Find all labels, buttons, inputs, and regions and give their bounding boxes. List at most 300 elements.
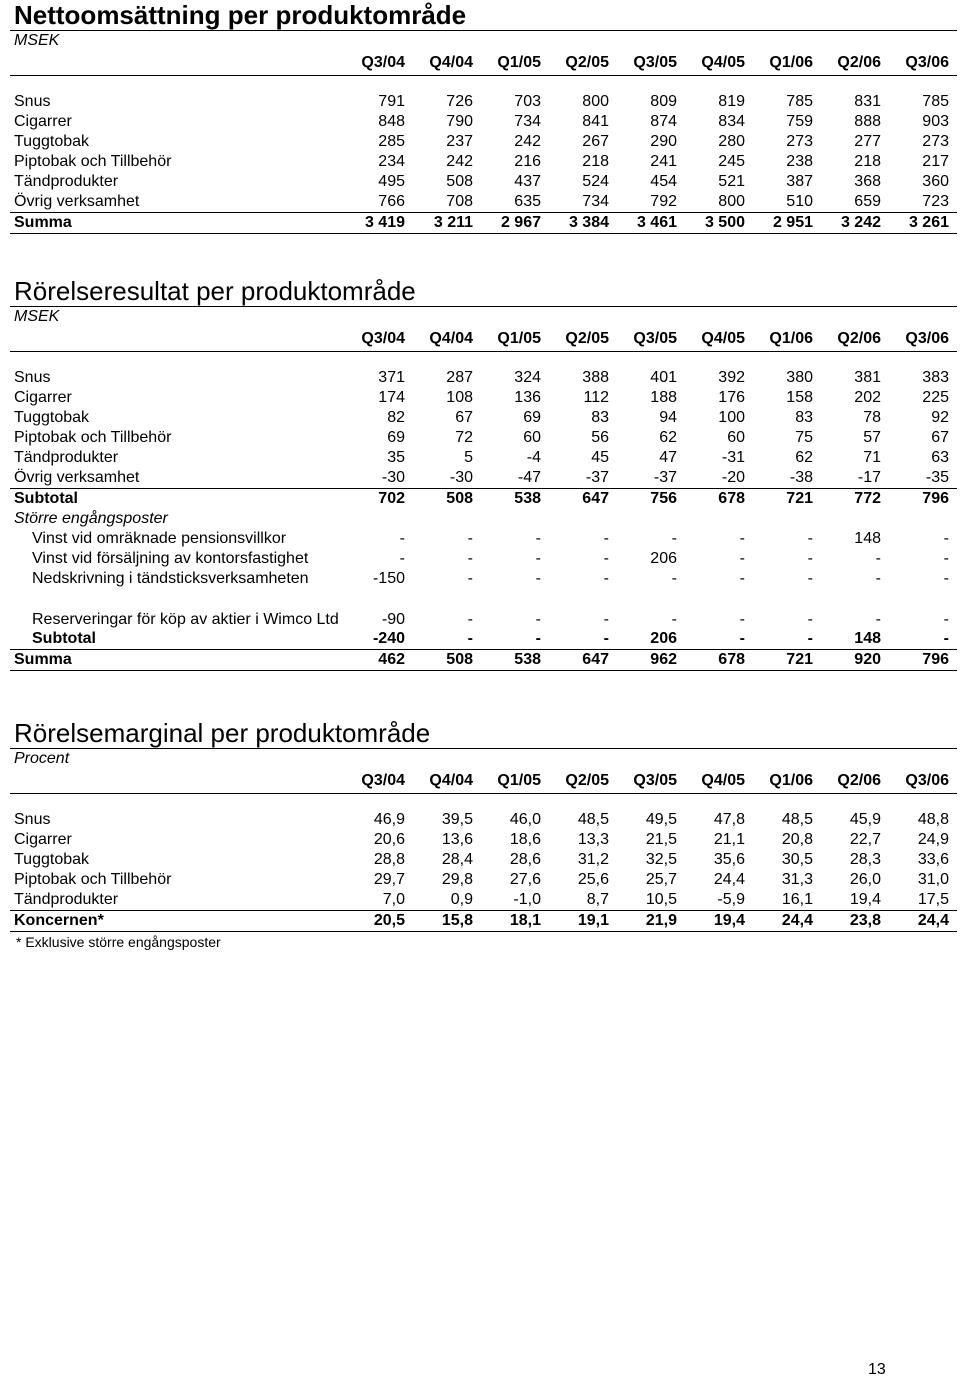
cell-value: 3 261	[889, 213, 957, 234]
cell-value: 708	[446, 193, 473, 210]
cell-value: -38	[753, 468, 821, 489]
cell-value: 47	[659, 449, 677, 466]
cell-value: 659	[854, 193, 881, 210]
row-label: Tändprodukter	[14, 173, 119, 190]
row-label: Vinst vid omräknade pensionsvillkor	[32, 530, 287, 547]
cell-value: -30	[413, 468, 481, 489]
cell-value: -150	[372, 570, 405, 587]
cell-value: 368	[854, 173, 881, 190]
cell-value: -	[399, 530, 405, 547]
table-row	[10, 448, 957, 468]
cell-value: 23,8	[821, 911, 889, 932]
cell-value: -	[467, 570, 473, 587]
column-header: Q4/04	[413, 769, 481, 794]
column-header: Q2/06	[821, 327, 889, 352]
row-label: Piptobak och Tillbehör	[14, 429, 172, 446]
row-label: Vinst vid försäljning av kontorsfastighet	[32, 550, 309, 567]
cell-value: 21,1	[713, 831, 745, 848]
cell-value: 26,0	[849, 871, 881, 888]
cell-value: 841	[582, 113, 609, 130]
cell-value: 3 419	[345, 213, 413, 234]
cell-value: -	[943, 570, 949, 587]
cell-value: 46,0	[509, 811, 541, 828]
cell-value: 387	[786, 173, 813, 190]
cell-value: 75	[795, 429, 813, 446]
cell-value: 538	[481, 650, 549, 671]
cell-value: 785	[922, 93, 949, 110]
column-header: Q4/04	[413, 327, 481, 352]
cell-value: 381	[854, 369, 881, 386]
net-sales-table	[10, 51, 957, 234]
cell-value	[345, 509, 413, 529]
section-title: Rörelseresultat per produktområde	[10, 276, 957, 307]
cell-value: -	[535, 570, 541, 587]
cell-value: 56	[591, 429, 609, 446]
cell-value: 360	[922, 173, 949, 190]
cell-value: 206	[617, 629, 685, 650]
cell-value: 800	[718, 193, 745, 210]
cell-value: 874	[650, 113, 677, 130]
cell-value: 3 500	[685, 213, 753, 234]
cell-value: 67	[931, 429, 949, 446]
cell-value: 21,9	[617, 911, 685, 932]
cell-value: 46,9	[373, 811, 405, 828]
cell-value: 7,0	[345, 890, 413, 911]
cell-value: 188	[650, 389, 677, 406]
table-row	[10, 388, 957, 408]
cell-value: 888	[854, 113, 881, 130]
column-header: Q3/06	[889, 327, 957, 352]
cell-value	[481, 509, 549, 529]
cell-value: 848	[378, 113, 405, 130]
table-row	[10, 489, 957, 510]
cell-value: 785	[786, 93, 813, 110]
cell-value: 19,4	[821, 890, 889, 911]
table-row	[10, 132, 957, 152]
cell-value: -	[603, 530, 609, 547]
cell-value: 242	[446, 153, 473, 170]
cell-value: 69	[387, 429, 405, 446]
cell-value: 454	[650, 173, 677, 190]
cell-value	[685, 509, 753, 529]
cell-value: -	[535, 530, 541, 547]
cell-value: 21,5	[645, 831, 677, 848]
cell-value: 903	[922, 113, 949, 130]
table-row	[10, 529, 957, 549]
header-blank	[10, 51, 345, 76]
cell-value: 19,4	[685, 911, 753, 932]
cell-value: 678	[718, 490, 745, 507]
cell-value: 108	[446, 389, 473, 406]
cell-value: 24,4	[713, 871, 745, 888]
cell-value: -	[739, 530, 745, 547]
cell-value: 273	[922, 133, 949, 150]
cell-value: 721	[753, 650, 821, 671]
cell-value: 790	[446, 113, 473, 130]
cell-value: 3 211	[413, 213, 481, 234]
cell-value: 45	[591, 449, 609, 466]
operating-margin-table	[10, 769, 957, 932]
cell-value: -	[807, 611, 813, 628]
cell-value: 834	[718, 113, 745, 130]
cell-value: 392	[718, 369, 745, 386]
cell-value	[413, 509, 481, 529]
cell-value: 962	[617, 650, 685, 671]
cell-value: -	[413, 629, 481, 650]
row-label: Snus	[14, 369, 51, 386]
cell-value: -	[807, 550, 813, 567]
table-row	[10, 368, 957, 388]
row-label: Summa	[10, 650, 345, 671]
cell-value: -90	[381, 611, 405, 628]
cell-value: 225	[922, 389, 949, 406]
cell-value: 920	[821, 650, 889, 671]
cell-value: 734	[514, 113, 541, 130]
cell-value: -47	[481, 468, 549, 489]
table-row	[10, 549, 957, 569]
cell-value: 245	[718, 153, 745, 170]
cell-value: 48,5	[781, 811, 813, 828]
cell-value	[889, 509, 957, 529]
cell-value: 48,8	[917, 811, 949, 828]
cell-value: 647	[549, 650, 617, 671]
cell-value: -	[671, 570, 677, 587]
cell-value: -	[535, 550, 541, 567]
cell-value: 772	[854, 490, 881, 507]
cell-value: 24,4	[889, 911, 957, 932]
row-label: Tuggtobak	[14, 133, 90, 150]
cell-value: 39,5	[441, 811, 473, 828]
cell-value: -	[399, 550, 405, 567]
cell-value: 462	[345, 650, 413, 671]
table-row	[10, 810, 957, 830]
cell-value: 25,6	[577, 871, 609, 888]
cell-value: 766	[378, 193, 405, 210]
cell-value: 734	[582, 193, 609, 210]
unit-label: MSEK	[14, 32, 60, 49]
table-row	[10, 92, 957, 112]
cell-value: 809	[650, 93, 677, 110]
cell-value: 380	[786, 369, 813, 386]
cell-value: 217	[922, 153, 949, 170]
cell-value: 0,9	[413, 890, 481, 911]
row-label: Tändprodukter	[14, 449, 119, 466]
cell-value: 723	[922, 193, 949, 210]
column-header: Q2/06	[821, 51, 889, 76]
cell-value	[753, 509, 821, 529]
row-label: Cigarrer	[14, 831, 72, 848]
cell-value: 60	[727, 429, 745, 446]
cell-value: -	[685, 629, 753, 650]
column-header: Q1/05	[481, 327, 549, 352]
cell-value	[549, 509, 617, 529]
row-label: Koncernen*	[10, 911, 345, 932]
cell-value: 819	[718, 93, 745, 110]
cell-value: 216	[514, 153, 541, 170]
cell-value: 508	[413, 650, 481, 671]
footnote: * Exklusive större engångsposter	[16, 934, 221, 950]
cell-value: 234	[378, 153, 405, 170]
cell-value: -	[535, 611, 541, 628]
section-title: Rörelsemarginal per produktområde	[10, 718, 957, 749]
cell-value: 756	[650, 490, 677, 507]
table-row	[10, 870, 957, 890]
cell-value	[821, 509, 889, 529]
cell-value: 60	[523, 429, 541, 446]
cell-value: 678	[685, 650, 753, 671]
cell-value: 28,4	[441, 851, 473, 868]
cell-value: 28,6	[509, 851, 541, 868]
cell-value: 148	[854, 530, 881, 547]
table-row	[10, 629, 957, 650]
cell-value: 176	[718, 389, 745, 406]
cell-value: 49,5	[645, 811, 677, 828]
cell-value: 67	[455, 409, 473, 426]
cell-value: -	[603, 611, 609, 628]
cell-value: 3 242	[821, 213, 889, 234]
table-row	[10, 569, 957, 589]
row-label: Större engångsposter	[14, 510, 168, 527]
table-row	[10, 172, 957, 192]
cell-value: -35	[889, 468, 957, 489]
table-row	[10, 911, 957, 932]
cell-value: -30	[345, 468, 413, 489]
cell-value: 18,1	[481, 911, 549, 932]
cell-value: 3 384	[549, 213, 617, 234]
row-label: Piptobak och Tillbehör	[14, 871, 172, 888]
column-header: Q4/05	[685, 327, 753, 352]
cell-value: -	[739, 550, 745, 567]
cell-value: -	[739, 570, 745, 587]
cell-value: 71	[863, 449, 881, 466]
cell-value: 24,4	[753, 911, 821, 932]
cell-value: 635	[514, 193, 541, 210]
cell-value: 238	[786, 153, 813, 170]
table-row	[10, 428, 957, 448]
row-label: Tuggtobak	[14, 409, 90, 426]
operating-margin-section	[10, 718, 957, 950]
cell-value: 47,8	[713, 811, 745, 828]
cell-value: -	[943, 611, 949, 628]
cell-value: -20	[685, 468, 753, 489]
cell-value: 45,9	[849, 811, 881, 828]
table-row	[10, 112, 957, 132]
page-number: 13	[868, 1361, 886, 1378]
operating-result-section	[10, 276, 957, 671]
cell-value: -1,0	[481, 890, 549, 911]
cell-value: -	[739, 611, 745, 628]
column-header: Q1/05	[481, 51, 549, 76]
row-label: Tändprodukter	[10, 890, 345, 911]
table-row	[10, 408, 957, 428]
row-label: Tuggtobak	[14, 851, 90, 868]
column-header: Q3/05	[617, 769, 685, 794]
net-sales-section	[10, 0, 957, 234]
cell-value: 759	[786, 113, 813, 130]
cell-value: 20,6	[373, 831, 405, 848]
column-header: Q3/04	[345, 51, 413, 76]
cell-value: 324	[514, 369, 541, 386]
header-blank	[10, 327, 345, 352]
cell-value: -	[671, 530, 677, 547]
cell-value: 702	[378, 490, 405, 507]
column-header: Q3/05	[617, 327, 685, 352]
cell-value: 35	[387, 449, 405, 466]
cell-value: -	[467, 530, 473, 547]
cell-value: -	[753, 629, 821, 650]
row-label: Cigarrer	[14, 113, 72, 130]
row-label: Snus	[14, 811, 51, 828]
cell-value: -	[671, 611, 677, 628]
cell-value: 69	[523, 409, 541, 426]
cell-value: 792	[650, 193, 677, 210]
cell-value: 18,6	[509, 831, 541, 848]
row-label: Övrig verksamhet	[14, 193, 140, 210]
cell-value: 63	[931, 449, 949, 466]
cell-value: 31,0	[917, 871, 949, 888]
cell-value	[617, 509, 685, 529]
column-header: Q2/05	[549, 327, 617, 352]
cell-value: 83	[591, 409, 609, 426]
cell-value: 287	[446, 369, 473, 386]
column-header: Q1/05	[481, 769, 549, 794]
cell-value: -	[467, 611, 473, 628]
cell-value: 29,7	[373, 871, 405, 888]
cell-value: 13,6	[441, 831, 473, 848]
cell-value: 22,7	[849, 831, 881, 848]
cell-value: 29,8	[441, 871, 473, 888]
cell-value: 831	[854, 93, 881, 110]
cell-value: 508	[446, 173, 473, 190]
table-row	[10, 509, 957, 529]
cell-value: 388	[582, 369, 609, 386]
cell-value: 83	[795, 409, 813, 426]
cell-value: 495	[378, 173, 405, 190]
cell-value: 136	[514, 389, 541, 406]
row-label: Cigarrer	[14, 389, 72, 406]
cell-value: 57	[863, 429, 881, 446]
cell-value: 20,8	[781, 831, 813, 848]
cell-value: 15,8	[413, 911, 481, 932]
cell-value: 62	[659, 429, 677, 446]
table-row	[10, 890, 957, 911]
cell-value: 148	[821, 629, 889, 650]
column-header: Q3/06	[889, 769, 957, 794]
table-row	[10, 650, 957, 671]
cell-value: -	[603, 570, 609, 587]
cell-value: 92	[931, 409, 949, 426]
cell-value: -17	[821, 468, 889, 489]
cell-value: 791	[378, 93, 405, 110]
cell-value: 33,6	[917, 851, 949, 868]
table-row	[10, 830, 957, 850]
cell-value: 62	[795, 449, 813, 466]
cell-value: -37	[617, 468, 685, 489]
row-label: Snus	[14, 93, 51, 110]
column-header: Q3/06	[889, 51, 957, 76]
column-header: Q1/06	[753, 769, 821, 794]
column-header: Q2/05	[549, 769, 617, 794]
column-header: Q4/04	[413, 51, 481, 76]
unit-label: Procent	[14, 750, 70, 767]
cell-value: 112	[583, 389, 609, 406]
cell-value: 796	[922, 490, 949, 507]
cell-value: 401	[650, 369, 677, 386]
table-row	[10, 152, 957, 172]
column-header: Q2/05	[549, 51, 617, 76]
cell-value: -	[467, 550, 473, 567]
column-header: Q1/06	[753, 327, 821, 352]
column-header: Q3/04	[345, 769, 413, 794]
cell-value: 94	[659, 409, 677, 426]
cell-value: -37	[549, 468, 617, 489]
cell-value: 2 951	[753, 213, 821, 234]
table-row	[10, 468, 957, 489]
cell-value: 32,5	[645, 851, 677, 868]
operating-result-table	[10, 327, 957, 671]
cell-value: -	[943, 550, 949, 567]
column-header: Q3/05	[617, 51, 685, 76]
cell-value: 206	[650, 550, 677, 567]
cell-value: 19,1	[549, 911, 617, 932]
header-blank	[10, 769, 345, 794]
cell-value: 82	[387, 409, 405, 426]
cell-value: 273	[786, 133, 813, 150]
table-row	[10, 589, 957, 629]
cell-value: 5	[464, 449, 473, 466]
cell-value: 202	[854, 389, 881, 406]
cell-value: 20,5	[345, 911, 413, 932]
cell-value: 285	[378, 133, 405, 150]
cell-value: -	[875, 570, 881, 587]
cell-value: 31,3	[781, 871, 813, 888]
cell-value: 27,6	[509, 871, 541, 888]
cell-value: -	[875, 611, 881, 628]
table-row	[10, 850, 957, 870]
cell-value: -240	[345, 629, 413, 650]
row-label: Piptobak och Tillbehör	[14, 153, 172, 170]
cell-value: -	[481, 629, 549, 650]
cell-value: -4	[526, 449, 541, 466]
cell-value: 174	[378, 389, 405, 406]
cell-value: 24,9	[917, 831, 949, 848]
cell-value: 524	[582, 173, 609, 190]
cell-value: 10,5	[617, 890, 685, 911]
cell-value: -31	[721, 449, 745, 466]
cell-value: 721	[786, 490, 813, 507]
row-label: Subtotal	[10, 629, 345, 650]
cell-value: 48,5	[577, 811, 609, 828]
cell-value: 218	[854, 153, 881, 170]
cell-value: 78	[863, 409, 881, 426]
cell-value: -	[943, 530, 949, 547]
cell-value: 800	[582, 93, 609, 110]
cell-value: 371	[378, 369, 405, 386]
cell-value: 277	[854, 133, 881, 150]
cell-value: 35,6	[713, 851, 745, 868]
cell-value: -	[807, 570, 813, 587]
row-label: Summa	[10, 213, 345, 234]
cell-value: 510	[786, 193, 813, 210]
cell-value: -	[549, 629, 617, 650]
cell-value: 28,3	[849, 851, 881, 868]
table-row	[10, 192, 957, 213]
cell-value: 237	[446, 133, 473, 150]
column-header: Q1/06	[753, 51, 821, 76]
cell-value: 2 967	[481, 213, 549, 234]
cell-value: -	[875, 550, 881, 567]
cell-value: 241	[650, 153, 677, 170]
